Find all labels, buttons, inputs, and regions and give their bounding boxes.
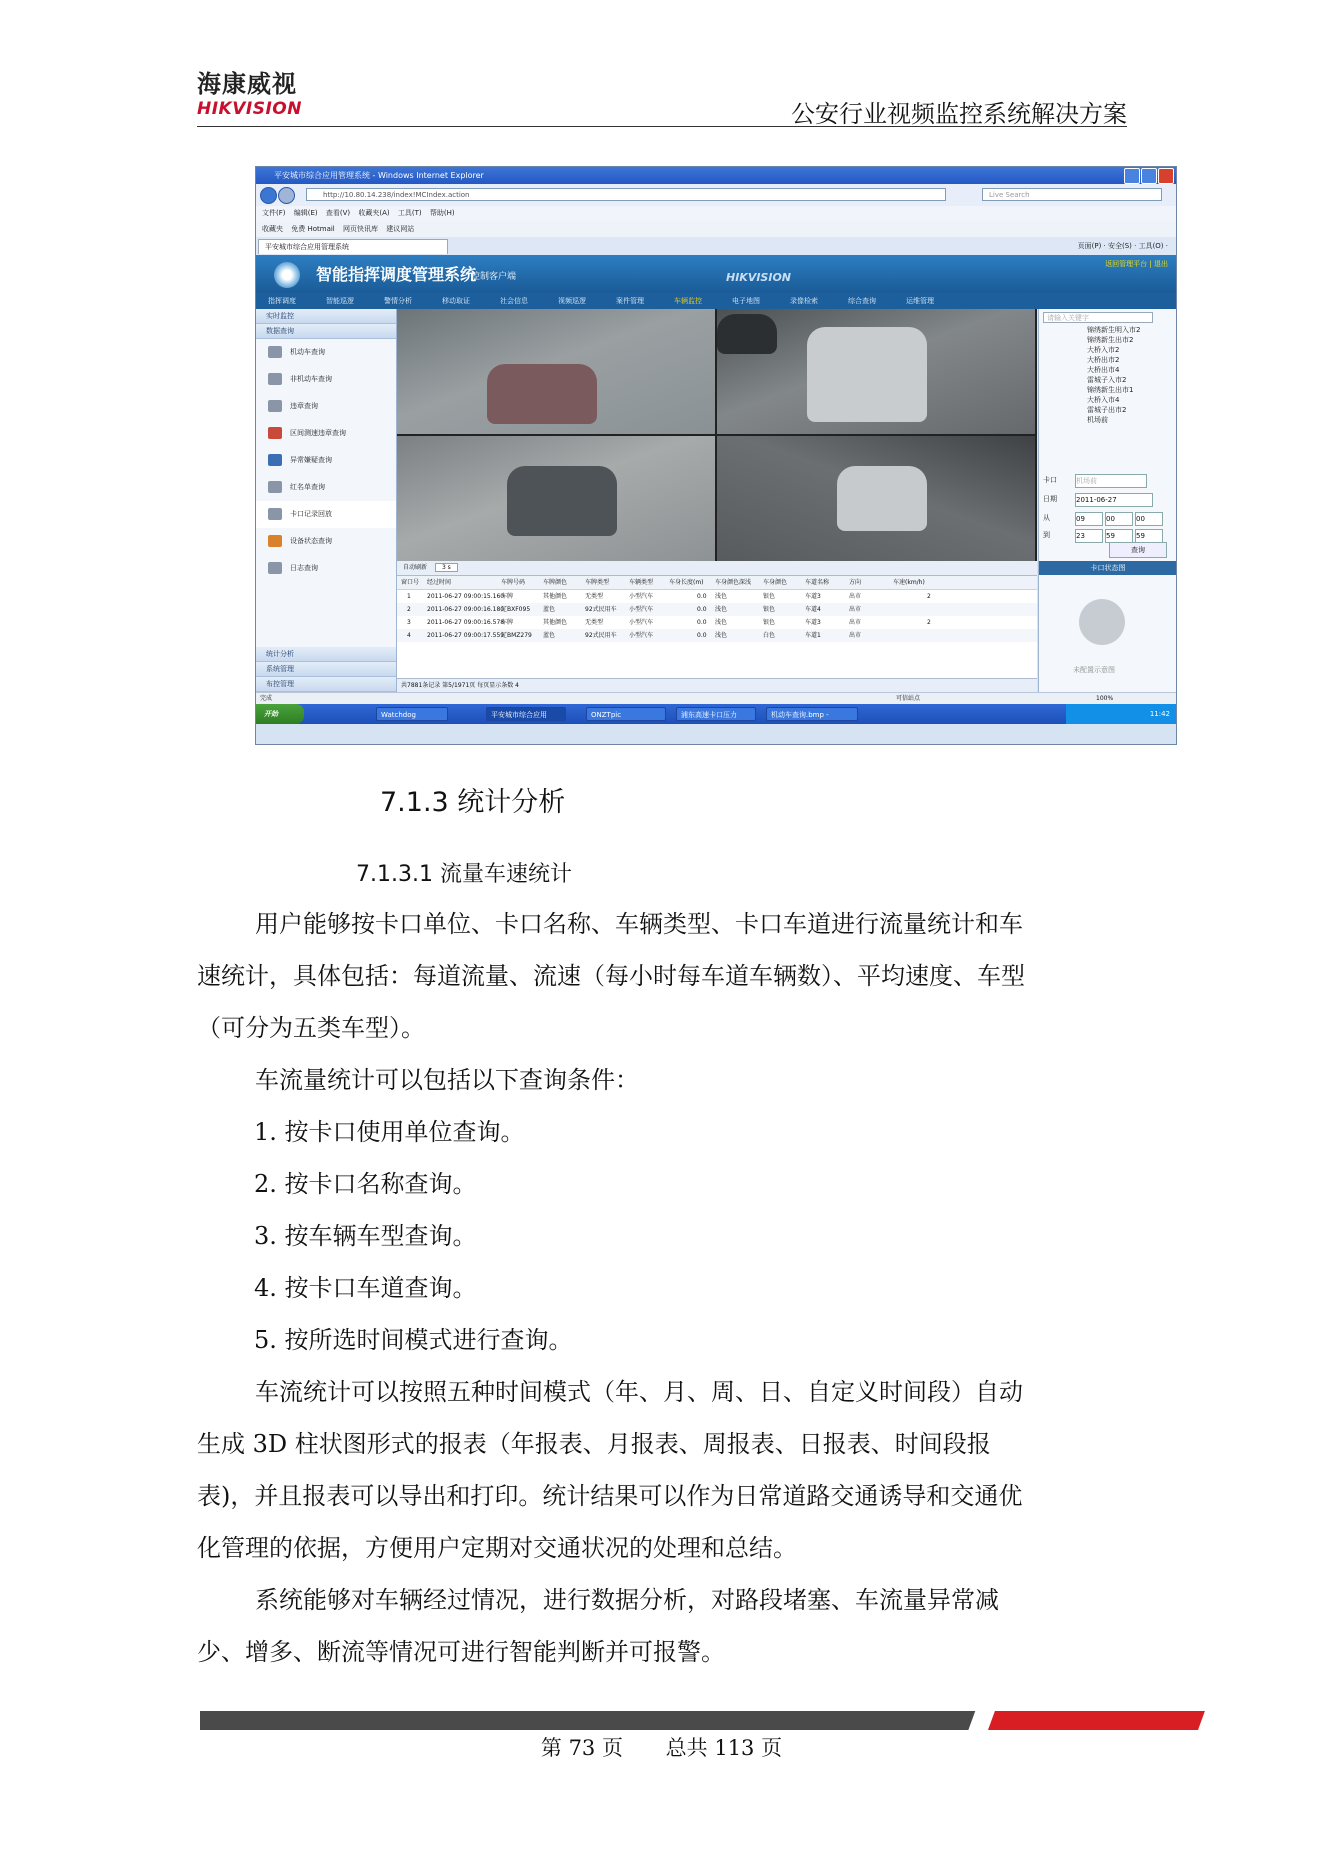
list-item: 2. 按卡口名称查询。: [254, 1170, 477, 1198]
cell: 无类型: [585, 619, 604, 626]
to-hour[interactable]: 23: [1075, 529, 1103, 543]
left-item[interactable]: [256, 420, 396, 447]
column-header[interactable]: 车道名称: [805, 579, 830, 586]
left-item[interactable]: [256, 393, 396, 420]
cell: 2011-06-27 09:00:16.578: [427, 619, 505, 626]
ie-window-title: 平安城市综合应用管理系统 - Windows Internet Explorer: [274, 171, 484, 180]
cell: 车道1: [805, 632, 821, 639]
cell: 车牌: [501, 593, 514, 600]
ie-status-bar: [256, 692, 1176, 704]
nav-item[interactable]: 移动取证: [442, 297, 470, 305]
cell: 车道4: [805, 606, 821, 613]
left-item-label: 违章查询: [290, 402, 318, 410]
live-search-input[interactable]: Live Search: [982, 188, 1162, 201]
address-input[interactable]: http://10.80.14.238/index!MCIndex.action: [306, 188, 946, 201]
cell: 0.0: [697, 632, 707, 639]
table-row[interactable]: [397, 616, 1037, 629]
system-tray: [1066, 704, 1176, 724]
cell: 出市: [849, 632, 862, 639]
redlist-icon: [268, 481, 282, 493]
section-realtime[interactable]: 实时监控: [256, 309, 396, 324]
cell: 2: [927, 593, 931, 600]
left-item-selected[interactable]: [256, 501, 396, 528]
left-item[interactable]: [256, 555, 396, 582]
auto-refresh-checkbox[interactable]: 自动刷新: [403, 564, 428, 571]
paragraph-line: （可分为五类车型）。: [197, 1014, 425, 1042]
company-logo: [197, 70, 302, 120]
ie-menu-bar: [256, 206, 1176, 221]
section-stats[interactable]: 统计分析: [256, 647, 396, 662]
tree-node[interactable]: 大桥入市2: [1087, 346, 1120, 354]
menu-favorites[interactable]: 收藏夹(A): [358, 209, 390, 217]
minimize-icon[interactable]: [1124, 168, 1140, 184]
paragraph-line: 表)，并且报表可以导出和打印。统计结果可以作为日常道路交通诱导和交通优: [197, 1482, 1023, 1510]
app-subtitle: 控制客户端: [471, 272, 517, 282]
cell: 3: [407, 619, 411, 626]
cell: 0.0: [697, 606, 707, 613]
left-item-label: 区间测速违章查询: [290, 429, 346, 437]
document-title: 公安行业视频监控系统解决方案: [791, 100, 1127, 128]
column-header[interactable]: 车牌颜色: [543, 579, 568, 586]
cell: 其他颜色: [543, 619, 568, 626]
section-system[interactable]: 系统管理: [256, 662, 396, 677]
paragraph: 车流量统计可以包括以下查询条件：: [255, 1066, 639, 1094]
paragraph-line: 生成 3D 柱状图形式的报表（年报表、月报表、周报表、日报表、时间段报: [197, 1430, 991, 1458]
record-grid: [397, 561, 1037, 692]
video-pane[interactable]: [397, 436, 715, 561]
cell: 辽BMZ279: [501, 632, 532, 639]
cell: 车道3: [805, 593, 821, 600]
cell: 出市: [849, 593, 862, 600]
ie-tab-bar: [256, 237, 1176, 255]
left-item-label: 机动车查询: [290, 348, 325, 356]
table-row[interactable]: [397, 590, 1037, 603]
cell: 银色: [763, 593, 776, 600]
start-button[interactable]: 开始: [256, 704, 304, 724]
section-heading: 7.1.3 统计分析: [380, 787, 566, 818]
cell: 2011-06-27 09:00:15.160: [427, 593, 505, 600]
app-title: 智能指挥调度管理系统: [316, 265, 477, 284]
status-trusted-zone: 可信站点: [896, 695, 921, 702]
column-header[interactable]: 方向: [849, 579, 862, 586]
menu-file[interactable]: 文件(F): [262, 209, 286, 217]
cell: 2011-06-27 09:00:16.180: [427, 606, 505, 613]
cell: 浅色: [715, 606, 728, 613]
status-done: 完成: [260, 695, 273, 702]
checkpoint-field[interactable]: 机场前: [1075, 474, 1147, 488]
taskbar-item-active[interactable]: 平安城市综合应用: [486, 707, 566, 721]
cell: 2: [927, 619, 931, 626]
fav-star-button[interactable]: 收藏夹: [262, 225, 283, 233]
grid-toolbar: [397, 561, 1037, 576]
cell: 车道3: [805, 619, 821, 626]
info-icon: [1079, 599, 1125, 645]
page-number: 第 73 页: [540, 1736, 623, 1760]
tree-node[interactable]: 大桥入市4: [1087, 396, 1120, 404]
list-item: 5. 按所选时间模式进行查询。: [254, 1326, 573, 1354]
tree-node[interactable]: 雷城子出市2: [1087, 406, 1127, 414]
header-rule: [197, 126, 1127, 127]
cell: 出市: [849, 619, 862, 626]
left-item-label: 异常嫌疑查询: [290, 456, 332, 464]
left-item[interactable]: [256, 339, 396, 366]
cell: 无类型: [585, 593, 604, 600]
menu-edit[interactable]: 编辑(E): [293, 209, 318, 217]
cell: 92式民用车: [585, 632, 617, 639]
app-brand: HIKVISION: [726, 271, 792, 284]
status-map-header: 卡口状态图: [1039, 561, 1177, 575]
nav-item[interactable]: 智能巡逻: [326, 297, 354, 305]
left-bottom-sections: [256, 647, 396, 692]
list-item: 1. 按卡口使用单位查询。: [254, 1118, 525, 1146]
from-minute[interactable]: 00: [1105, 512, 1133, 526]
embedded-screenshot: [255, 166, 1177, 745]
cell: 0.0: [697, 619, 707, 626]
tree-node[interactable]: 大桥出市4: [1087, 366, 1120, 374]
list-item: 4. 按卡口车道查询。: [254, 1274, 477, 1302]
cell: 银色: [763, 619, 776, 626]
cell: 蓝色: [543, 632, 556, 639]
date-field[interactable]: 2011-06-27: [1075, 493, 1153, 507]
column-header[interactable]: 车辆类型: [629, 579, 654, 586]
bike-icon: [268, 373, 282, 385]
from-label: 从: [1043, 514, 1050, 522]
browser-tab[interactable]: 平安城市综合应用管理系统: [258, 239, 448, 254]
paragraph-line: 用户能够按卡口单位、卡口名称、车辆类型、卡口车道进行流量统计和车: [255, 910, 1023, 938]
video-pane[interactable]: [717, 436, 1035, 561]
cell: 辽BXF095: [501, 606, 531, 613]
cell: 车牌: [501, 619, 514, 626]
tree-node[interactable]: 锦绣新生出市1: [1087, 386, 1134, 394]
left-item-label: 卡口记录回放: [290, 510, 332, 518]
ie-address-bar: [256, 184, 1176, 206]
ie-title-bar: [256, 167, 1176, 184]
car-icon: [268, 346, 282, 358]
table-row[interactable]: [397, 603, 1037, 616]
taskbar-item[interactable]: 浦东高速卡口压力: [676, 707, 756, 721]
cell: 小型汽车: [629, 619, 654, 626]
column-header[interactable]: 车身颜色深浅: [715, 579, 752, 586]
column-header[interactable]: 窗口号: [401, 579, 420, 586]
taskbar-item[interactable]: 机动车查询.bmp -: [766, 707, 858, 721]
forward-icon[interactable]: [278, 187, 295, 204]
speed-icon: [268, 427, 282, 439]
warning-icon: [268, 535, 282, 547]
back-icon[interactable]: [260, 187, 277, 204]
query-button[interactable]: 查询: [1109, 542, 1167, 558]
cell: 92式民用车: [585, 606, 617, 613]
cell: 小型汽车: [629, 632, 654, 639]
nav-item[interactable]: 视频巡逻: [558, 297, 586, 305]
app-banner: [256, 255, 1176, 293]
cell: 4: [407, 632, 411, 639]
paragraph-line: 速统计，具体包括：每道流量、流速（每小时每车道车辆数）、平均速度、车型: [197, 962, 1025, 990]
checkpoint-tree: [1087, 325, 1173, 437]
windows-taskbar: [256, 704, 1176, 724]
tree-search-input[interactable]: 请输入关键字: [1043, 312, 1153, 323]
nav-item[interactable]: 电子地图: [732, 297, 760, 305]
app-nav: [256, 293, 1176, 309]
ie-favorites-bar: [256, 221, 1176, 238]
nav-item[interactable]: 社会信息: [500, 297, 528, 305]
column-header[interactable]: 车牌类型: [585, 579, 610, 586]
column-header[interactable]: 车身颜色: [763, 579, 788, 586]
cell: 浅色: [715, 632, 728, 639]
cell: 浅色: [715, 593, 728, 600]
nav-item[interactable]: 录像检索: [790, 297, 818, 305]
cell: 2011-06-27 09:00:17.559: [427, 632, 505, 639]
left-item-label: 红名单查询: [290, 483, 325, 491]
nav-item[interactable]: 综合查询: [848, 297, 876, 305]
left-item-label: 日志查询: [290, 564, 318, 572]
left-item-label: 非机动车查询: [290, 375, 332, 383]
table-row[interactable]: [397, 629, 1037, 642]
paragraph-line: 少、增多、断流等情况可进行智能判断并可报警。: [197, 1638, 725, 1666]
menu-tools[interactable]: 工具(T): [397, 209, 422, 217]
from-hour[interactable]: 09: [1075, 512, 1103, 526]
section-deploy[interactable]: 布控管理: [256, 677, 396, 692]
to-label: 到: [1043, 531, 1050, 539]
paragraph-line: 系统能够对车辆经过情况，进行数据分析，对路段堵塞、车流量异常减: [255, 1586, 999, 1614]
left-item[interactable]: [256, 528, 396, 555]
ie-toolbar-right[interactable]: 页面(P) · 安全(S) · 工具(O) ·: [1077, 242, 1168, 250]
list-item: 3. 按车辆车型查询。: [254, 1222, 477, 1250]
nav-item[interactable]: 指挥调度: [268, 297, 296, 305]
section-data-query[interactable]: 数据查询: [256, 324, 396, 339]
tree-node[interactable]: 大桥出市2: [1087, 356, 1120, 364]
cell: 银色: [763, 606, 776, 613]
tree-node[interactable]: 锦绣新生明入市2: [1087, 326, 1141, 334]
left-item[interactable]: [256, 366, 396, 393]
grid-pager[interactable]: 共7881条记录 第5/1971页 每页显示条数 4: [397, 678, 1037, 692]
left-item-label: 设备状态查询: [290, 537, 332, 545]
footer-bar: [200, 1711, 980, 1730]
video-grid: [397, 309, 1037, 561]
nav-item-active[interactable]: 车辆监控: [674, 297, 702, 305]
to-second[interactable]: 59: [1135, 529, 1163, 543]
playback-icon: [268, 508, 282, 520]
paragraph-line: 车流统计可以按照五种时间模式（年、月、周、日、自定义时间段）自动: [255, 1378, 1023, 1406]
menu-view[interactable]: 查看(V): [325, 209, 351, 217]
tree-node[interactable]: 锦绣新生出市2: [1087, 336, 1134, 344]
nav-item[interactable]: 警情分析: [384, 297, 412, 305]
footer-accent: [988, 1711, 1205, 1730]
cell: 2: [407, 606, 411, 613]
tree-node[interactable]: 机场前: [1087, 416, 1108, 424]
cell: 其他颜色: [543, 593, 568, 600]
left-panel: [256, 309, 397, 692]
app-return-link[interactable]: 返回管理平台 | 退出: [1105, 260, 1168, 268]
close-icon[interactable]: [1158, 168, 1174, 184]
cell: 白色: [763, 632, 776, 639]
fav-slices[interactable]: 网页快讯库: [342, 225, 378, 233]
video-pane[interactable]: [397, 309, 715, 434]
fav-hotmail[interactable]: 免费 Hotmail: [291, 225, 335, 233]
nav-item[interactable]: 运维管理: [906, 297, 934, 305]
logo-en: HIKVISION: [197, 99, 302, 119]
grid-header: [397, 576, 1037, 590]
unconfigured-note: 未配置示意图: [1073, 666, 1115, 674]
cell: 蓝色: [543, 606, 556, 613]
cell: 小型汽车: [629, 606, 654, 613]
cell: 0.0: [697, 593, 707, 600]
clock: 11:42: [1149, 710, 1170, 718]
log-icon: [268, 562, 282, 574]
cell: 浅色: [715, 619, 728, 626]
nav-item[interactable]: 案件管理: [616, 297, 644, 305]
left-item[interactable]: [256, 474, 396, 501]
page-total: 总共 113 页: [665, 1736, 783, 1760]
cell: 1: [407, 593, 411, 600]
app-logo-icon: [274, 262, 300, 288]
suspect-icon: [268, 454, 282, 466]
checkpoint-label: 卡口: [1043, 476, 1057, 484]
tree-node[interactable]: 雷城子入市2: [1087, 376, 1127, 384]
zoom-level[interactable]: 100%: [1096, 695, 1114, 702]
cell: 小型汽车: [629, 593, 654, 600]
refresh-interval-select[interactable]: 3 s: [435, 563, 458, 572]
column-header[interactable]: 经过时间: [427, 579, 452, 586]
fav-suggested[interactable]: 建议网站: [386, 225, 415, 233]
taskbar-item[interactable]: Watchdog: [376, 707, 448, 721]
logo-cn: 海康威视: [197, 70, 297, 98]
taskbar-item[interactable]: ONZTpic: [586, 707, 666, 721]
column-header[interactable]: 车速(km/h): [893, 579, 925, 586]
date-label: 日期: [1043, 495, 1057, 503]
violation-icon: [268, 400, 282, 412]
column-header[interactable]: 车牌号码: [501, 579, 526, 586]
maximize-icon[interactable]: [1141, 168, 1157, 184]
cell: 出市: [849, 606, 862, 613]
subsection-heading: 7.1.3.1 流量车速统计: [356, 862, 572, 887]
video-pane[interactable]: [717, 309, 1035, 434]
page-footer: [0, 1732, 1323, 1762]
column-header[interactable]: 车身长度(m): [669, 579, 704, 586]
left-item[interactable]: [256, 447, 396, 474]
right-panel: [1038, 309, 1177, 692]
from-second[interactable]: 00: [1135, 512, 1163, 526]
menu-help[interactable]: 帮助(H): [429, 209, 455, 217]
to-minute[interactable]: 59: [1105, 529, 1133, 543]
paragraph-line: 化管理的依据，方便用户定期对交通状况的处理和总结。: [197, 1534, 797, 1562]
